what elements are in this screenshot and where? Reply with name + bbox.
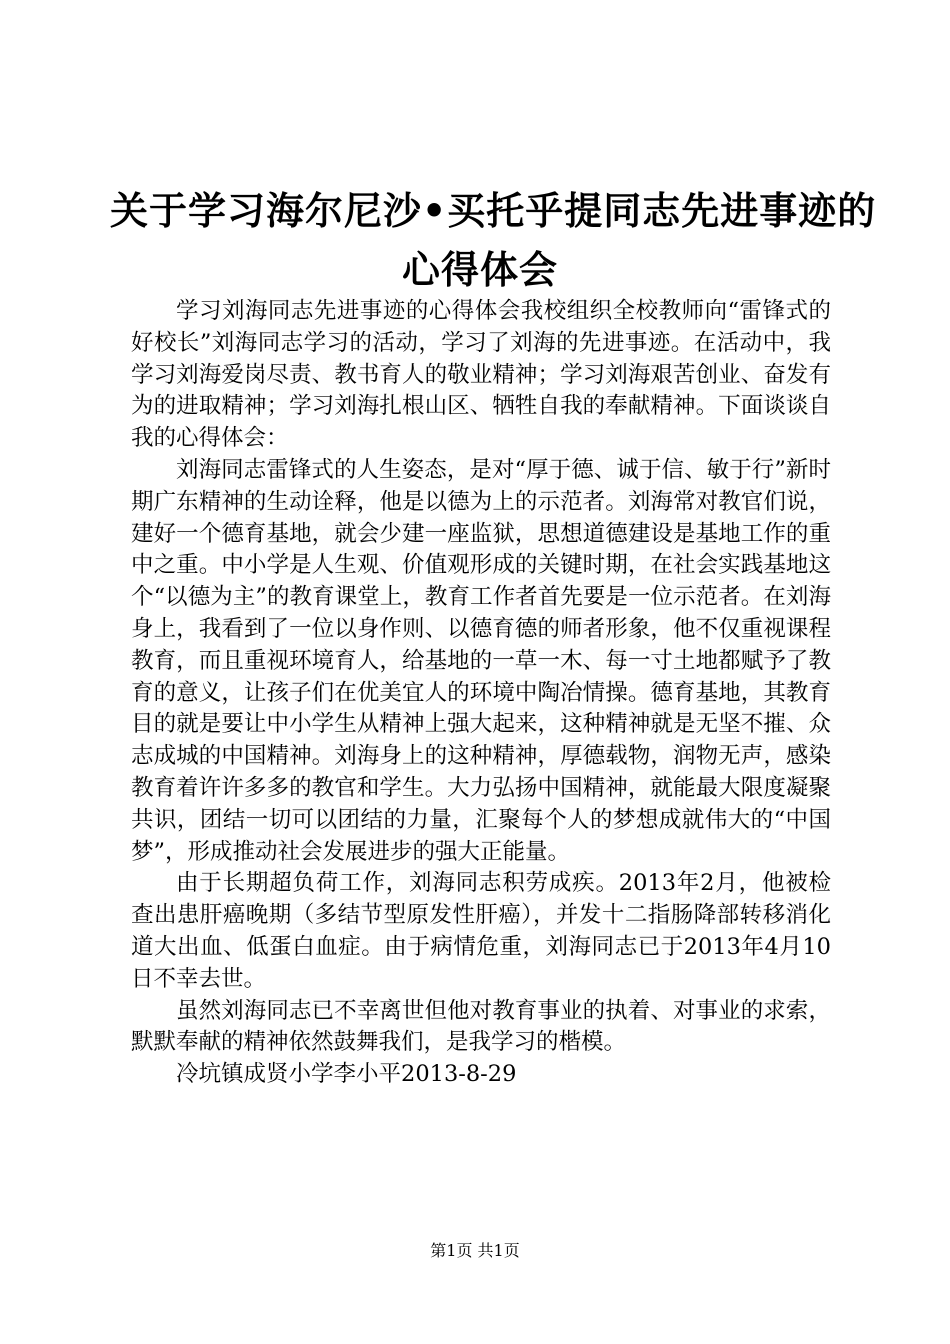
paragraph-spirit: 刘海同志雷锋式的人生姿态，是对“厚于德、诚于信、敏于行”新时期广东精神的生动诠释，他是以德为上的示范者。刘海常对教官们说，建好一个德育基地，就会少建一座监狱，思想道德建设是基地工作的重中之重。中小学是人生观、价值观形成的关键时期，在社会实践基地这个“以德为主”的教育课堂上，教育工作者首先要是一位示范者。在刘海身上，我看到了一位以身作则、以德育德的师者形象，他不仅重视课程教育，而且重视环境育人，给基地的一草一木、每一寸土地都赋予了教育的意义，让孩子们在优美宜人的环境中陶冶情操。德育基地，其教育目的就是要让中小学生从精神上强大起来，这种精神就是无坚不摧、众志成城的中国精神。刘海身上的这种精神，厚德载物，润物无声，感染教育着许许多多的教官和学生。大力弘扬中国精神，就能最大限度凝聚共识，团结一切可以团结的力量，汇聚每个人的梦想成就伟大的“中国梦”，形成推动社会发展进步的强大正能量。 (131, 456, 831, 865)
document-body (131, 296, 831, 1091)
paragraph-intro: 学习刘海同志先进事迹的心得体会我校组织全校教师向“雷锋式的好校长”刘海同志学习的活动，学习了刘海的先进事迹。在活动中，我学习刘海爱岗尽责、教书育人的敬业精神；学习刘海艰苦创业、奋发有为的进取精神；学习刘海扎根山区、牺牲自我的奉献精神。下面谈谈自我的心得体会： (131, 298, 831, 452)
page-footer: 第1页 共1页 (430, 1241, 520, 1260)
paragraph-conclusion: 虽然刘海同志已不幸离世但他对教育事业的执着、对事业的求索，默默奉献的精神依然鼓舞我们，是我学习的楷模。 (131, 997, 831, 1056)
document-title-line-1: 关于学习海尔尼沙•买托乎提同志先进事迹的 (110, 189, 877, 233)
document-title-line-2: 心得体会 (401, 248, 558, 292)
paragraph-illness: 由于长期超负荷工作，刘海同志积劳成疾。2013年2月，他被检查出患肝癌晚期（多结节型原发性肝癌），并发十二指肠降部转移消化道大出血、低蛋白血症。由于病情危重，刘海同志已于2013年4月10日不幸去世。 (131, 870, 831, 992)
signature-line: 冷坑镇成贤小学李小平2013-8-29 (176, 1061, 517, 1088)
